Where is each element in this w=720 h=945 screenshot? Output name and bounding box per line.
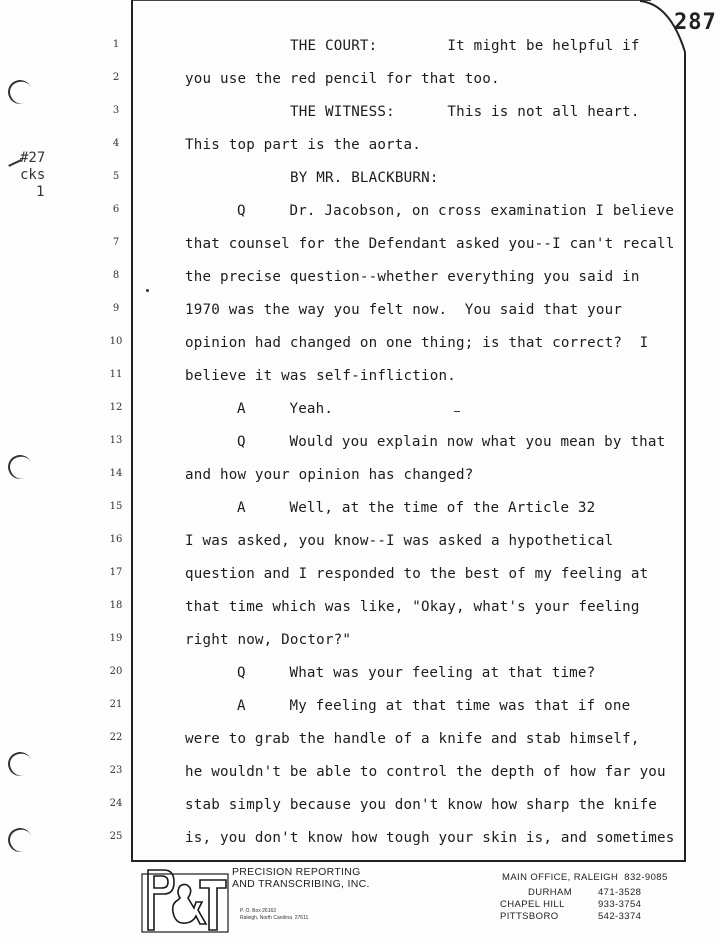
office-city: DURHAM: [528, 887, 573, 898]
hole-punch-icon: [5, 825, 36, 856]
company-logo: [140, 864, 230, 936]
line-number: 5: [112, 171, 120, 182]
line-number: 9: [112, 303, 120, 314]
line-number: 12: [109, 402, 123, 413]
transcript-line: A My feeling at that time was that if one: [237, 698, 631, 714]
transcript-line: right now, Doctor?": [185, 632, 352, 648]
frame-right-rule: [684, 52, 686, 862]
line-number: 11: [109, 369, 123, 380]
hole-punch-icon: [5, 749, 36, 780]
office-city: CHAPEL HILL: [500, 899, 565, 910]
company-name-line: PRECISION REPORTING: [232, 866, 361, 878]
office-phone: 933-3754: [598, 899, 642, 910]
page-number: 287: [674, 10, 717, 35]
company-address-line: Raleigh, North Carolina 27611: [240, 915, 309, 921]
hole-punch-icon: [5, 77, 36, 108]
transcript-line: BY MR. BLACKBURN:: [290, 170, 439, 186]
transcript-line: Q What was your feeling at that time?: [237, 665, 596, 681]
transcript-line: I was asked, you know--I was asked a hypothetical: [185, 533, 614, 549]
line-number: 25: [109, 831, 123, 842]
line-number: 3: [112, 105, 120, 116]
office-city: PITTSBORO: [500, 911, 559, 922]
speck-mark: [454, 411, 460, 412]
line-number: 10: [109, 336, 123, 347]
transcript-line: the precise question--whether everything you said in: [185, 269, 640, 285]
transcript-line: you use the red pencil for that too.: [185, 71, 500, 87]
transcript-line: believe it was self-infliction.: [185, 368, 456, 384]
line-number: 14: [109, 468, 123, 479]
transcript-line: is, you don't know how tough your skin is, and sometimes: [185, 830, 675, 846]
transcript-line: Q Dr. Jacobson, on cross examination I believe: [237, 203, 675, 219]
transcript-line: were to grab the handle of a knife and stab himself,: [185, 731, 640, 747]
hole-punch-icon: [5, 452, 36, 483]
company-address-line: P. O. Box 26163: [240, 908, 277, 914]
line-number: 13: [109, 435, 123, 446]
line-number: 8: [112, 270, 120, 281]
margin-note-line: 1: [36, 184, 45, 200]
transcript-line: A Well, at the time of the Article 32: [237, 500, 596, 516]
transcript-line: stab simply because you don't know how sharp the knife: [185, 797, 658, 813]
transcript-line: question and I responded to the best of my feeling at: [185, 566, 649, 582]
line-number: 19: [109, 633, 123, 644]
line-number: 6: [112, 204, 120, 215]
speck-mark: [146, 289, 149, 292]
transcript-line: and how your opinion has changed?: [185, 467, 474, 483]
line-number: 2: [112, 72, 120, 83]
line-number: 22: [109, 732, 123, 743]
line-number: 17: [109, 567, 123, 578]
line-number: 16: [109, 534, 123, 545]
transcript-line: THE WITNESS: This is not all heart.: [290, 104, 640, 120]
line-number: 18: [109, 600, 123, 611]
line-number: 4: [112, 138, 120, 149]
line-number: 15: [109, 501, 123, 512]
office-phone: 471-3528: [598, 887, 642, 898]
main-office-line: MAIN OFFICE, RALEIGH 832-9085: [502, 872, 668, 883]
transcript-line: Q Would you explain now what you mean by that: [237, 434, 666, 450]
margin-note-line: cks: [20, 167, 46, 183]
transcript-line: opinion had changed on one thing; is that correct? I: [185, 335, 649, 351]
transcript-line: that time which was like, "Okay, what's your feeling: [185, 599, 640, 615]
company-name-line: AND TRANSCRIBING, INC.: [232, 878, 370, 890]
transcript-line: that counsel for the Defendant asked you--I can't recall: [185, 236, 675, 252]
transcript-line: THE COURT: It might be helpful if: [290, 38, 640, 54]
transcript-line: he wouldn't be able to control the depth of how far you: [185, 764, 666, 780]
transcript-line: A Yeah.: [237, 401, 334, 417]
line-number: 23: [109, 765, 123, 776]
transcript-line: 1970 was the way you felt now. You said that your: [185, 302, 623, 318]
line-number: 1: [112, 39, 120, 50]
line-number: 20: [109, 666, 123, 677]
frame-top-rule: [131, 0, 651, 1]
office-phone: 542-3374: [598, 911, 642, 922]
frame-left-rule: [131, 0, 133, 862]
line-number: 21: [109, 699, 123, 710]
frame-bottom-rule: [131, 860, 686, 862]
line-number: 24: [109, 798, 123, 809]
line-number: 7: [112, 237, 120, 248]
margin-note-line: #27: [20, 150, 46, 166]
transcript-line: This top part is the aorta.: [185, 137, 422, 153]
